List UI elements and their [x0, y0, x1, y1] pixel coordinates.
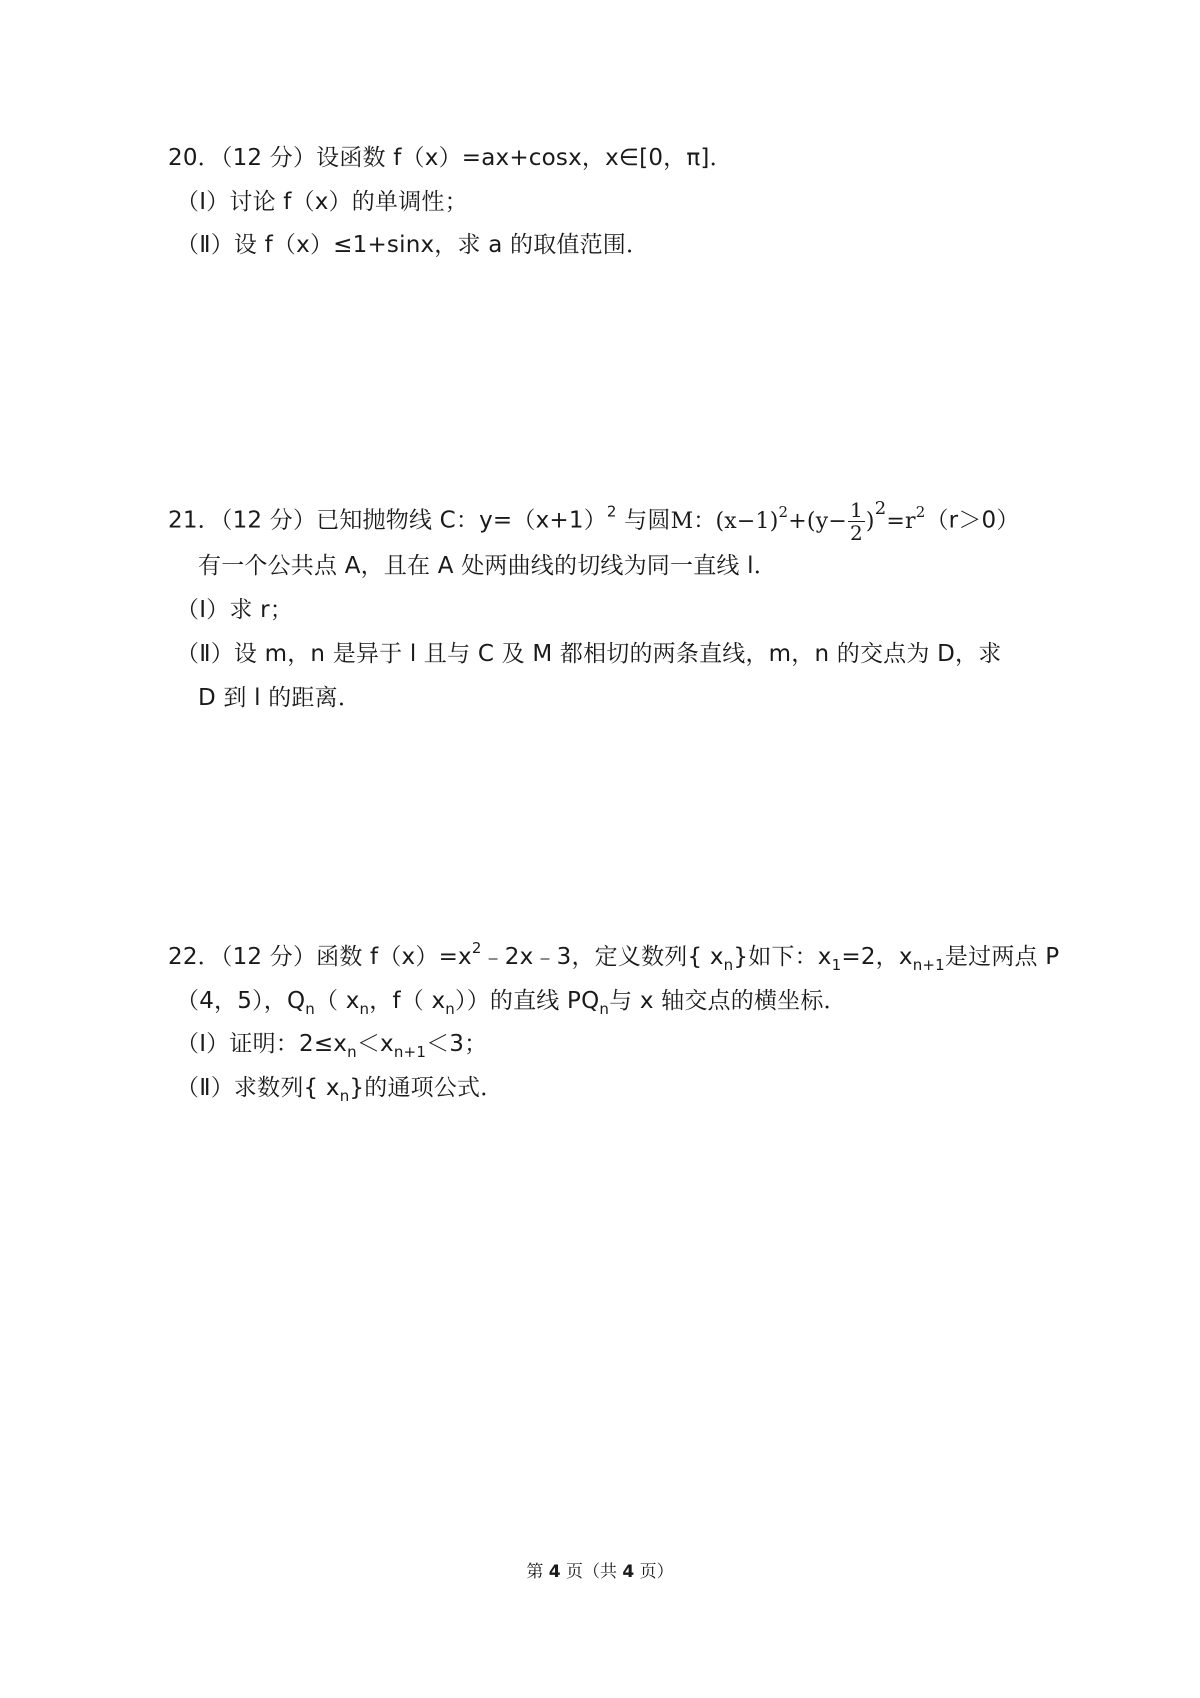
- q21-stem-line-1: [168, 499, 1020, 544]
- q21-text-a: 21．（12 分）已知抛物线 C：y=（x+1）: [168, 507, 607, 534]
- page-number: 4: [548, 1562, 561, 1582]
- q22-stem-line-1: 22．（12 分）函数 $f(x)=x^2﹣2x﹣3$，定义数列{ $x_n$}如下：$x_1=2$，$x_{n+1}$是过两点 P: [168, 939, 1060, 974]
- q20-part-1: （Ⅰ）讨论 f（x）的单调性；: [176, 189, 468, 215]
- q22-part-2: （Ⅱ）求数列{ $x_n$}的通项公式．: [176, 1075, 504, 1105]
- page-footer: 第 4 页（共 4 页）: [526, 1562, 674, 1582]
- page-total: 4: [622, 1562, 635, 1582]
- q21-stem-line-2: 有一个公共点 A，且在 A 处两曲线的切线为同一直线 l．: [198, 553, 777, 579]
- q21-circle-equation: M：$(x-1)^2+(y-$ $\frac{1}{2}$ )$^2=r^2$: [670, 497, 926, 545]
- q21-fraction: $\frac{1}{2}$: [849, 498, 863, 545]
- q22-stem-line-2: （4，5），$Q_n$（ $x_n$，f（ $x_n$））的直线 $PQ_n$与 x 轴交点的横坐标．: [176, 988, 847, 1018]
- q22-part-1: （Ⅰ）证明：$2\le x_n<x_{n+1}<3$；: [176, 1031, 488, 1061]
- q20-part-2: （Ⅱ）设 f（x）≤1+sinx，求 a 的取值范围．: [176, 232, 650, 258]
- q21-text-c: （r＞0）: [925, 507, 1020, 534]
- q21-exp: 2: [606, 502, 617, 521]
- q21-text-b: 与圆: [616, 507, 671, 534]
- q21-part-2-line-2: D 到 l 的距离．: [198, 685, 362, 711]
- q20-stem: 20．（12 分）设函数 f（x）=ax+cosx，x∈[0，π]．: [168, 145, 733, 171]
- q21-part-2-line-1: （Ⅱ）设 m，n 是异于 l 且与 C 及 M 都相切的两条直线，m，n 的交点为 D，求: [176, 641, 1002, 667]
- q21-part-1: （Ⅰ）求 r；: [176, 597, 293, 623]
